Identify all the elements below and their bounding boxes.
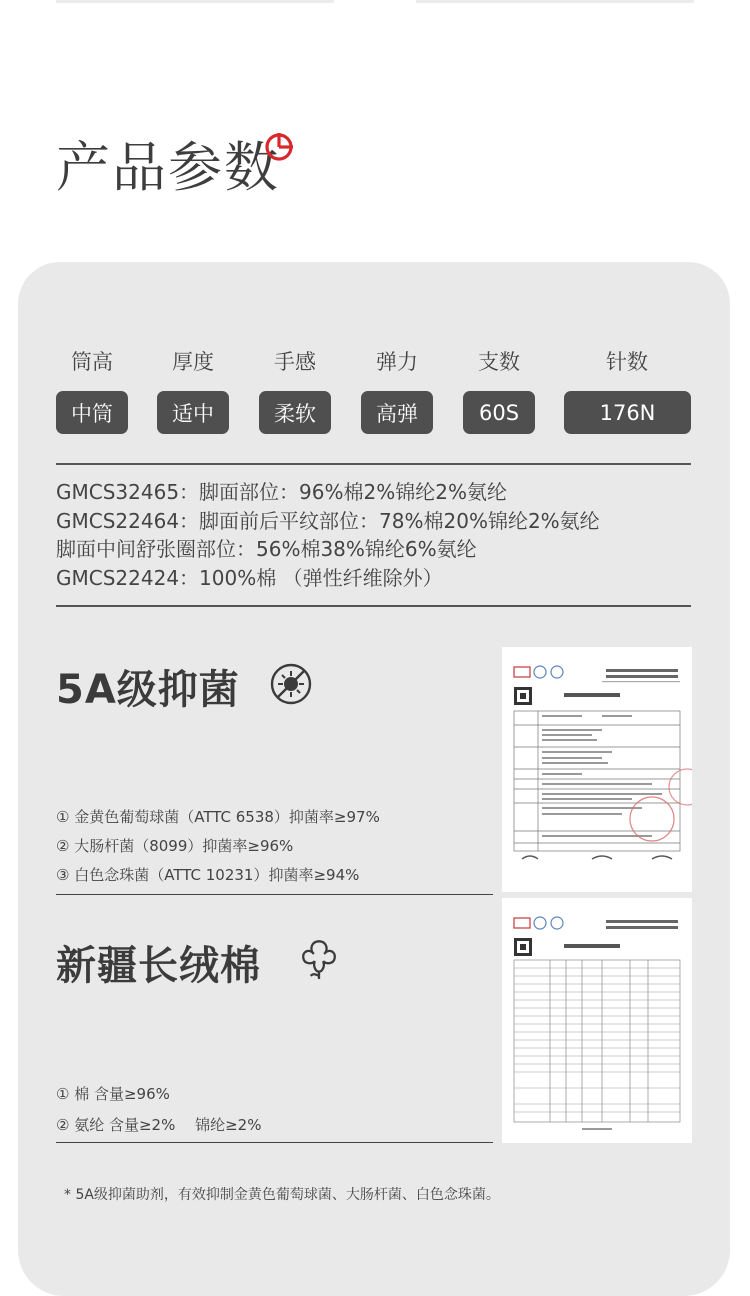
page-title: 产品参数 — [56, 136, 280, 199]
spec-label-height: 筒高 — [71, 350, 113, 374]
footnote: * 5A级抑菌助剂，有效抑制金黄色葡萄球菌、大肠杆菌、白色念珠菌。 — [64, 1187, 500, 1203]
spec-label-yarn-count: 支数 — [478, 350, 520, 374]
spec-value-yarn-count: 60S — [463, 391, 535, 434]
divider-bottom — [56, 605, 691, 607]
composition-line: 脚面中间舒张圈部位：56%棉38%锦纶6%氨纶 — [56, 537, 477, 561]
spec-value-needle-count: 176N — [564, 391, 691, 434]
composition-block — [56, 478, 600, 592]
spec-value-elasticity: 高弹 — [361, 391, 433, 434]
antibacterial-item: ③ 白色念珠菌（ATTC 10231）抑菌率≥94% — [56, 866, 360, 884]
composition-line: GMCS32465：脚面部位：96%棉2%锦纶2%氨纶 — [56, 480, 507, 504]
title-accent-icon — [262, 130, 296, 164]
top-divider-left — [56, 0, 334, 3]
antibacterial-divider — [56, 894, 493, 895]
antibacterial-title: 5A级抑菌 — [56, 667, 240, 713]
spec-label-elasticity: 弹力 — [376, 350, 418, 374]
test-report-image-1 — [502, 647, 692, 892]
antibacterial-item: ② 大肠杆菌（8099）抑菌率≥96% — [56, 837, 294, 855]
spec-value-height: 中筒 — [56, 391, 128, 434]
spec-value-feel: 柔软 — [259, 391, 331, 434]
cotton-title: 新疆长绒棉 — [56, 943, 261, 989]
test-report-image-2 — [502, 898, 692, 1143]
spec-label-thickness: 厚度 — [172, 350, 214, 374]
cotton-item: ① 棉 含量≥96% — [56, 1085, 170, 1103]
spec-value-thickness: 适中 — [157, 391, 229, 434]
composition-line: GMCS22464：脚面前后平纹部位：78%棉20%锦纶2%氨纶 — [56, 508, 600, 533]
top-divider-right — [416, 0, 694, 3]
spec-label-feel: 手感 — [274, 350, 316, 374]
spec-label-needle-count: 针数 — [606, 350, 648, 374]
composition-line: GMCS22424：100%棉 （弹性纤维除外） — [56, 565, 443, 590]
cotton-divider — [56, 1142, 493, 1143]
report-document-image — [502, 647, 692, 892]
report-document-image — [502, 898, 692, 1143]
divider-top — [56, 463, 691, 465]
cotton-item: ② 氨纶 含量≥2% 锦纶≥2% — [56, 1116, 262, 1134]
antibacterial-item: ① 金黄色葡萄球菌（ATTC 6538）抑菌率≥97% — [56, 808, 380, 826]
antibacterial-icon — [269, 662, 313, 706]
cotton-flower-icon — [296, 934, 342, 980]
